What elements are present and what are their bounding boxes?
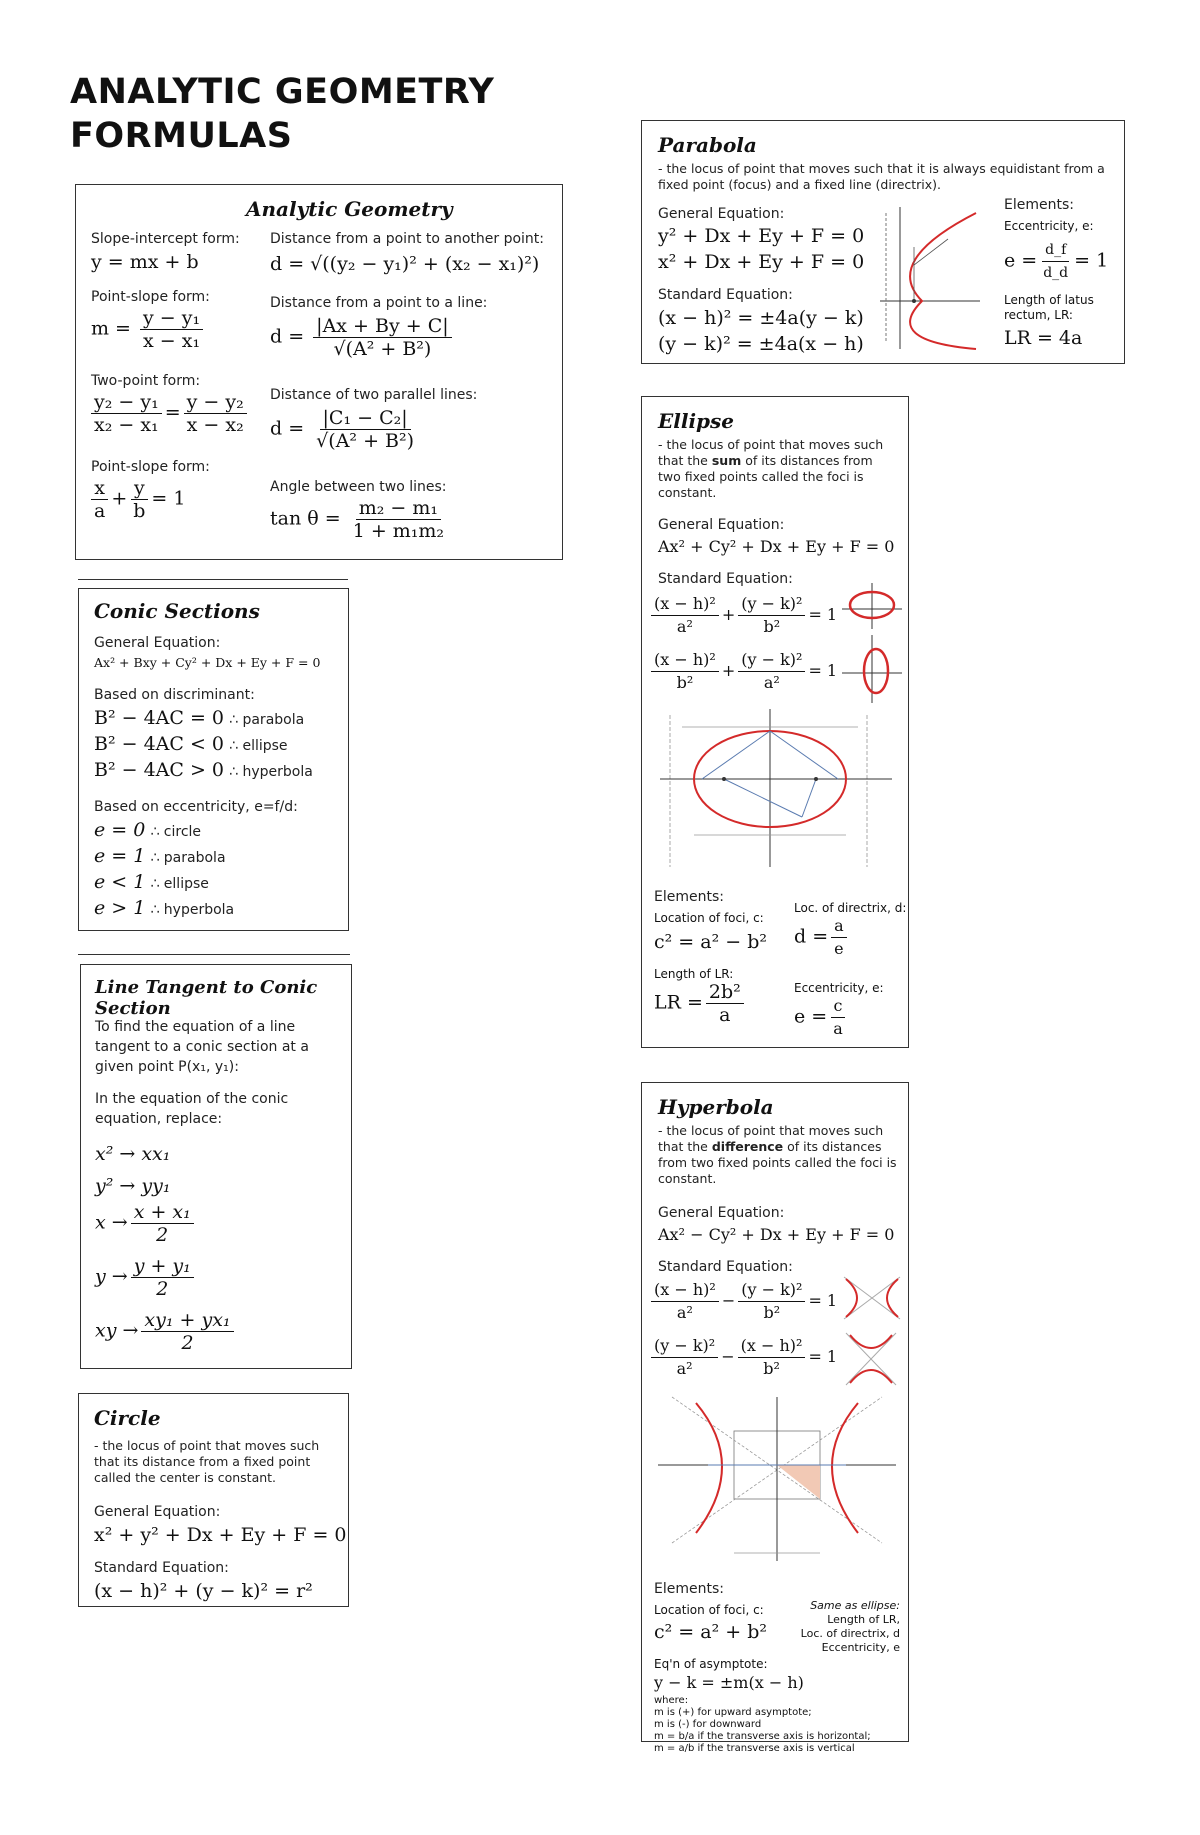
- ecc-result: ∴ parabola: [150, 850, 226, 866]
- where-note-4: m = a/b if the transverse axis is vertical: [654, 1743, 855, 1754]
- ellipse-foci-label: Location of foci, c:: [654, 911, 764, 925]
- parabola-ecc-label: Eccentricity, e:: [1004, 219, 1094, 233]
- dist-parallel-label: Distance of two parallel lines:: [270, 387, 478, 403]
- same-item-3: Eccentricity, e: [821, 1641, 900, 1654]
- ecc-row: [94, 819, 234, 845]
- where-note-3: m = b/a if the transverse axis is horizontal;: [654, 1731, 871, 1742]
- same-item-2: Loc. of directrix, d: [800, 1627, 900, 1640]
- asymptote-eq: y − k = ±m(x − h): [654, 1673, 804, 1692]
- ellipse-standard-eq2: $\frac{\text{(x − h)²}}{\text{b²}}$ + $\frac{\text{(y − k)²}}{\text{a²}}$ = 1: [648, 649, 837, 694]
- ecc-row: [94, 871, 234, 897]
- ecc-result: ∴ circle: [150, 824, 202, 840]
- ell-lr-den: a: [719, 1004, 731, 1026]
- hyperbola-card: [641, 1082, 909, 1754]
- ell-lr-num: 2b²: [706, 981, 744, 1004]
- ellipse-desc-pre: - the locus of point that moves such that the: [658, 437, 884, 468]
- dist-points-label: Distance from a point to another point:: [270, 231, 545, 247]
- tangent-intro: To find the equation of a line tangent to a conic section at a given point P(x₁, y₁):: [95, 1019, 309, 1075]
- two-point-label: Two-point form:: [91, 373, 201, 389]
- point-slope-eq: [91, 307, 206, 352]
- ell-s1-n2: (y − k)²: [738, 593, 805, 616]
- ellipse-standard-label: Standard Equation:: [658, 571, 793, 587]
- divider-1: [78, 579, 348, 580]
- hyp-s2-rhs: = 1: [808, 1347, 838, 1366]
- disc-eq: B² − 4AC > 0: [94, 759, 225, 781]
- rule4-lhs: y →: [95, 1265, 128, 1288]
- hyp-s1-rhs: = 1: [808, 1291, 838, 1310]
- ellipse-standard-eq1: $\frac{\text{(x − h)²}}{\text{a²}}$ + $\frac{\text{(y − k)²}}{\text{b²}}$ = 1: [648, 593, 837, 638]
- parabola-general-eq1: y² + Dx + Ey + F = 0: [658, 225, 865, 247]
- disc-eq: B² − 4AC = 0: [94, 707, 225, 729]
- circle-standard-label: Standard Equation:: [94, 1560, 229, 1576]
- discriminant-list: [94, 707, 313, 785]
- intercept-form-eq: $\frac{x}{a}$ + $\frac{y}{b}$ = 1: [88, 477, 185, 522]
- parabola-ecc-den: d_d: [1043, 265, 1069, 281]
- point-slope-den: x − x₁: [143, 330, 201, 352]
- hyp-desc-post: of its distances from two fixed points called the foci is constant.: [658, 1139, 897, 1186]
- page-title: [70, 70, 494, 158]
- parabola-title: Parabola: [658, 133, 757, 157]
- ell-dir-num: a: [831, 915, 847, 938]
- hyp-s2-n2: (x − h)²: [738, 1335, 806, 1358]
- conic-sections-card: [78, 588, 349, 931]
- two-point-eq: $\frac{\text{y₂ − y₁}}{\text{x₂ − x₁}}$ = $\frac{\text{y − y₂}}{\text{x − x₂}}$: [88, 391, 250, 436]
- circle-title: Circle: [94, 1406, 161, 1430]
- ell-ecc-den: a: [833, 1019, 843, 1038]
- line-tangent-title: Line Tangent to Conic Section: [95, 977, 318, 1019]
- ell-lr-lhs: LR =: [654, 991, 703, 1014]
- ell-s1-rhs: = 1: [808, 605, 838, 624]
- ell-s2-d1: b²: [676, 673, 694, 692]
- dist-points-eq: d = √((y₂ − y₁)² + (x₂ − x₁)²): [270, 253, 540, 275]
- parabola-lr-eq: LR = 4a: [1004, 327, 1083, 349]
- ell-ecc-num: c: [831, 995, 846, 1018]
- ecc-result: ∴ ellipse: [150, 876, 209, 892]
- horizontal-ellipse-icon: [838, 581, 904, 631]
- parabola-ecc-eq: [1004, 239, 1108, 284]
- slope-intercept-eq: y = mx + b: [91, 251, 199, 273]
- intercept-n2: y: [131, 477, 148, 500]
- where-note-2: m is (-) for downward: [654, 1719, 762, 1730]
- page-title-line1: ANALYTIC GEOMETRY: [70, 72, 495, 112]
- ell-s1-d2: b²: [763, 617, 781, 636]
- tangent-rule-2: y² → yy₁: [95, 1175, 171, 1197]
- hyperbola-standard-eq2: $\frac{\text{(y − k)²}}{\text{a²}}$ − $\frac{\text{(x − h)²}}{\text{b²}}$ = 1: [648, 1335, 837, 1380]
- ellipse-description: [658, 437, 898, 501]
- parabola-card: [641, 120, 1125, 364]
- angle-den: 1 + m₁m₂: [352, 520, 445, 542]
- dist-parallel-den: √(A² + B²): [316, 430, 415, 452]
- rule5-den: 2: [181, 1332, 194, 1354]
- two-point-n1: y₂ − y₁: [91, 391, 162, 414]
- page-title-line2: FORMULAS: [70, 116, 293, 156]
- where-note-1: m is (+) for upward asymptote;: [654, 1707, 812, 1718]
- circle-card: [78, 1393, 349, 1607]
- circle-general-eq: x² + y² + Dx + Ey + F = 0: [94, 1524, 347, 1546]
- ell-dir-den: e: [834, 939, 844, 958]
- eccentricity-list: [94, 819, 234, 923]
- ellipse-lr-eq: [654, 981, 747, 1026]
- hyperbola-diagram: [652, 1393, 902, 1573]
- circle-description: - the locus of point that moves such that its distance from a fixed point called the center is constant.: [94, 1438, 320, 1485]
- ellipse-general-label: General Equation:: [658, 517, 785, 533]
- ecc-eq: e > 1: [94, 897, 146, 919]
- disc-row: [94, 707, 313, 733]
- angle-lhs: tan θ =: [270, 507, 341, 530]
- parabola-standard-eq1: (x − h)² = ±4a(y − k): [658, 307, 864, 329]
- dist-parallel-num: |C₁ − C₂|: [320, 407, 411, 430]
- hyperbola-standard-eq1: $\frac{\text{(x − h)²}}{\text{a²}}$ − $\frac{\text{(y − k)²}}{\text{b²}}$ = 1: [648, 1279, 837, 1324]
- hyp-s1-d2: b²: [763, 1303, 781, 1322]
- ecc-eq: e = 0: [94, 819, 146, 841]
- intercept-d1: a: [94, 500, 106, 522]
- ellipse-title: Ellipse: [658, 409, 735, 433]
- conic-sections-title: Conic Sections: [94, 599, 260, 623]
- eccentricity-label: Based on eccentricity, e=f/d:: [94, 799, 298, 815]
- asymptote-label: Eq'n of asymptote:: [654, 1657, 768, 1671]
- hyperbola-same-as: [792, 1599, 900, 1655]
- ellipse-lr-label: Length of LR:: [654, 967, 734, 981]
- ecc-row: [94, 897, 234, 923]
- hyp-s2-d2: b²: [763, 1359, 780, 1378]
- dist-parallel-eq: [270, 407, 420, 452]
- tangent-rule-1: x² → xx₁: [95, 1143, 171, 1165]
- parabola-ecc-rhs: = 1: [1074, 249, 1109, 272]
- parabola-description: - the locus of point that moves such that it is always equidistant from a fixed point (focus) and a fixed line (directrix).: [658, 161, 1105, 192]
- hyperbola-elements-label: Elements:: [654, 1581, 724, 1597]
- ellipse-card: [641, 396, 909, 1048]
- vertical-ellipse-icon: [838, 633, 904, 705]
- tangent-replace: In the equation of the conic equation, replace:: [95, 1091, 289, 1127]
- hyperbola-title: Hyperbola: [658, 1095, 774, 1119]
- parabola-standard-eq2: (y − k)² = ±4a(x − h): [658, 333, 864, 355]
- hyp-s1-d1: a²: [676, 1303, 693, 1322]
- ellipse-elements-label: Elements:: [654, 889, 724, 905]
- point-slope-label: Point-slope form:: [91, 289, 210, 305]
- parabola-general-eq2: x² + Dx + Ey + F = 0: [658, 251, 865, 273]
- dist-line-eq: [270, 315, 455, 360]
- rule5-num: xy₁ + yx₁: [141, 1309, 233, 1332]
- disc-result: ∴ ellipse: [229, 738, 288, 754]
- parabola-diagram: [872, 201, 984, 351]
- parabola-general-label: General Equation:: [658, 206, 785, 222]
- discriminant-label: Based on discriminant:: [94, 687, 255, 703]
- slope-intercept-label: Slope-intercept form:: [91, 231, 240, 247]
- ellipse-diagram: [652, 707, 902, 877]
- ell-dir-lhs: d =: [794, 925, 829, 948]
- dist-parallel-lhs: d =: [270, 417, 305, 440]
- ell-s1-n1: (x − h)²: [651, 593, 719, 616]
- analytic-geometry-card: [75, 184, 563, 560]
- hyp-s1-n1: (x − h)²: [651, 1279, 719, 1302]
- dist-line-label: Distance from a point to a line:: [270, 295, 488, 311]
- disc-row: [94, 733, 313, 759]
- hyp-s2-n1: (y − k)²: [651, 1335, 718, 1358]
- ellipse-ecc-eq: [794, 995, 849, 1040]
- angle-num: m₂ − m₁: [356, 497, 441, 520]
- line-tangent-card: [80, 964, 352, 1369]
- ellipse-directrix-label: Loc. of directrix, d:: [794, 901, 907, 915]
- tangent-rule-3: [95, 1201, 197, 1246]
- conic-general-eq: Ax² + Bxy + Cy² + Dx + Ey + F = 0: [94, 655, 321, 670]
- parabola-lr-label: Length of latus rectum, LR:: [1004, 293, 1094, 322]
- circle-standard-eq: (x − h)² + (y − k)² = r²: [94, 1580, 313, 1602]
- rule4-num: y + y₁: [131, 1255, 194, 1278]
- ell-s1-d1: a²: [676, 617, 693, 636]
- ell-s2-d2: a²: [763, 673, 780, 692]
- disc-row: [94, 759, 313, 785]
- ell-s2-rhs: = 1: [808, 661, 838, 680]
- parabola-elements-label: Elements:: [1004, 197, 1074, 213]
- two-point-d2: x − x₂: [186, 414, 244, 436]
- disc-result: ∴ hyperbola: [229, 764, 313, 780]
- intercept-form-label: Point-slope form:: [91, 459, 210, 475]
- rule3-num: x + x₁: [131, 1201, 194, 1224]
- conic-general-label: General Equation:: [94, 635, 221, 651]
- tangent-rule-5: [95, 1309, 237, 1354]
- vertical-hyperbola-icon: [838, 1329, 904, 1389]
- asymptote-notes: [654, 1695, 871, 1755]
- dist-line-den: √(A² + B²): [333, 338, 432, 360]
- parabola-ecc-lhs: e =: [1004, 249, 1038, 272]
- rule5-lhs: xy →: [95, 1319, 139, 1342]
- hyperbola-description: [658, 1123, 898, 1187]
- hyp-desc-pre: - the locus of point that moves such that the: [658, 1123, 884, 1154]
- point-slope-lhs: m =: [91, 317, 131, 340]
- ecc-result: ∴ hyperbola: [150, 902, 235, 918]
- hyp-desc-bold: difference: [711, 1139, 784, 1154]
- ecc-eq: e = 1: [94, 845, 146, 867]
- where-label: where:: [654, 1695, 689, 1706]
- parabola-ecc-num: d_f: [1042, 239, 1069, 262]
- two-point-n2: y − y₂: [184, 391, 247, 414]
- intercept-rhs: = 1: [151, 487, 186, 510]
- ecc-eq: e < 1: [94, 871, 146, 893]
- ellipse-desc-bold: sum: [711, 453, 742, 468]
- ellipse-desc-post: of its distances from two fixed points called the foci is constant.: [658, 453, 873, 500]
- rule4-den: 2: [156, 1278, 169, 1300]
- rule3-den: 2: [156, 1224, 169, 1246]
- hyperbola-foci-eq: c² = a² + b²: [654, 1621, 767, 1643]
- same-label: Same as ellipse:: [810, 1599, 900, 1612]
- dist-line-lhs: d =: [270, 325, 305, 348]
- hyperbola-standard-label: Standard Equation:: [658, 1259, 793, 1275]
- rule3-lhs: x →: [95, 1211, 128, 1234]
- hyperbola-general-eq: Ax² − Cy² + Dx + Ey + F = 0: [658, 1225, 895, 1244]
- horizontal-hyperbola-icon: [838, 1273, 904, 1323]
- ellipse-directrix-eq: [794, 915, 850, 960]
- same-item-1: Length of LR,: [827, 1613, 900, 1626]
- disc-eq: B² − 4AC < 0: [94, 733, 225, 755]
- hyperbola-foci-label: Location of foci, c:: [654, 1603, 764, 1617]
- ellipse-foci-eq: c² = a² − b²: [654, 931, 767, 953]
- angle-label: Angle between two lines:: [270, 479, 447, 495]
- divider-2: [78, 954, 350, 955]
- analytic-geometry-title: Analytic Geometry: [246, 197, 453, 221]
- disc-result: ∴ parabola: [229, 712, 305, 728]
- parabola-standard-label: Standard Equation:: [658, 287, 793, 303]
- ellipse-ecc-label: Eccentricity, e:: [794, 981, 884, 995]
- hyperbola-general-label: General Equation:: [658, 1205, 785, 1221]
- point-slope-num: y − y₁: [140, 307, 203, 330]
- circle-general-label: General Equation:: [94, 1504, 221, 1520]
- ellipse-general-eq: Ax² + Cy² + Dx + Ey + F = 0: [658, 537, 895, 556]
- angle-eq: [270, 497, 450, 542]
- ecc-row: [94, 845, 234, 871]
- intercept-n1: x: [91, 477, 108, 500]
- intercept-d2: b: [133, 500, 146, 522]
- dist-line-num: |Ax + By + C|: [313, 315, 451, 338]
- hyp-s2-d1: a²: [676, 1359, 693, 1378]
- ell-s2-n1: (x − h)²: [651, 649, 719, 672]
- tangent-rule-4: [95, 1255, 197, 1300]
- hyp-s1-n2: (y − k)²: [738, 1279, 805, 1302]
- two-point-d1: x₂ − x₁: [94, 414, 159, 436]
- ell-ecc-lhs: e =: [794, 1005, 828, 1028]
- ell-s2-n2: (y − k)²: [738, 649, 805, 672]
